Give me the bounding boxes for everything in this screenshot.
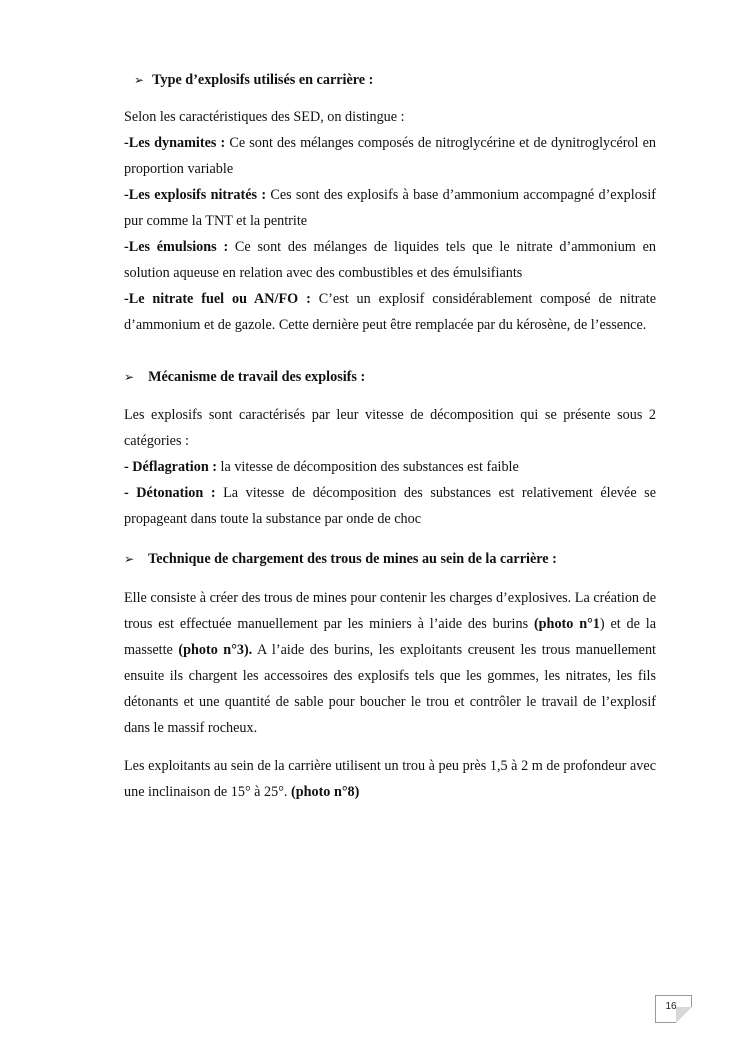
paragraph-intro: Les explosifs sont caractérisés par leur vitesse de décomposition qui se présente sous 2 catégories : <box>124 407 656 449</box>
list-item: -Les explosifs nitratés : Ces sont des explosifs à base d’ammonium accompagné d’explosif pur comme la TNT et la pentrite <box>124 187 656 229</box>
section-body <box>124 585 656 741</box>
list-item: -Les dynamites : Ce sont des mélanges composés de nitroglycérine et de dynitroglycérol en proportion variable <box>124 135 656 177</box>
arrow-bullet-icon: ➢ <box>124 370 135 384</box>
page-curl-icon <box>676 1007 692 1023</box>
arrow-bullet-icon: ➢ <box>124 552 135 566</box>
paragraph: Les exploitants au sein de la carrière utilisent un trou à peu près 1,5 à 2 m de profondeur avec une inclinaison de 15° à 25°. (photo n°8) <box>124 758 656 800</box>
list-item: -Le nitrate fuel ou AN/FO : C’est un explosif considérablement composé de nitrate d’ammonium et de gazole. Cette dernière peut être remplacée par du kérosène, de l’essence. <box>124 291 656 333</box>
section-body <box>124 402 656 532</box>
list-item: - Détonation : La vitesse de décomposition des substances est relativement élevée se propageant dans toute la substance par onde de choc <box>124 485 656 527</box>
section-body <box>124 104 656 338</box>
paragraph-intro: Selon les caractéristiques des SED, on distingue : <box>124 109 405 125</box>
page-number-box <box>655 995 692 1023</box>
arrow-bullet-icon: ➢ <box>134 73 145 87</box>
section-heading: ➢ Technique de chargement des trous de mines au sein de la carrière : <box>124 551 557 567</box>
section-heading: ➢ Mécanisme de travail des explosifs : <box>124 369 366 385</box>
section-body <box>124 753 656 805</box>
paragraph: Elle consiste à créer des trous de mines pour contenir les charges d’explosives. La création de trous est effectuée manuellement par les miniers à l’aide des burins (photo n°1) et de la massette (photo n°3). A l’aide des burins, les exploitants creusent les trous manuellement ensuite ils chargent les accessoires des explosifs tels que les gommes, les nitrates, les fils détonants et une quantité de sable pour boucher le trou et contrôler le travail de l’explosif dans le massif rocheux. <box>124 590 657 736</box>
list-item: - Déflagration : la vitesse de décomposition des substances est faible <box>124 459 519 475</box>
list-item: -Les émulsions : Ce sont des mélanges de liquides tels que le nitrate d’ammonium en solution aqueuse en relation avec des combustibles et des émulsifiants <box>124 239 656 281</box>
section-heading: ➢ Type d’explosifs utilisés en carrière : <box>134 72 374 88</box>
page-number: 16 <box>665 1001 677 1012</box>
